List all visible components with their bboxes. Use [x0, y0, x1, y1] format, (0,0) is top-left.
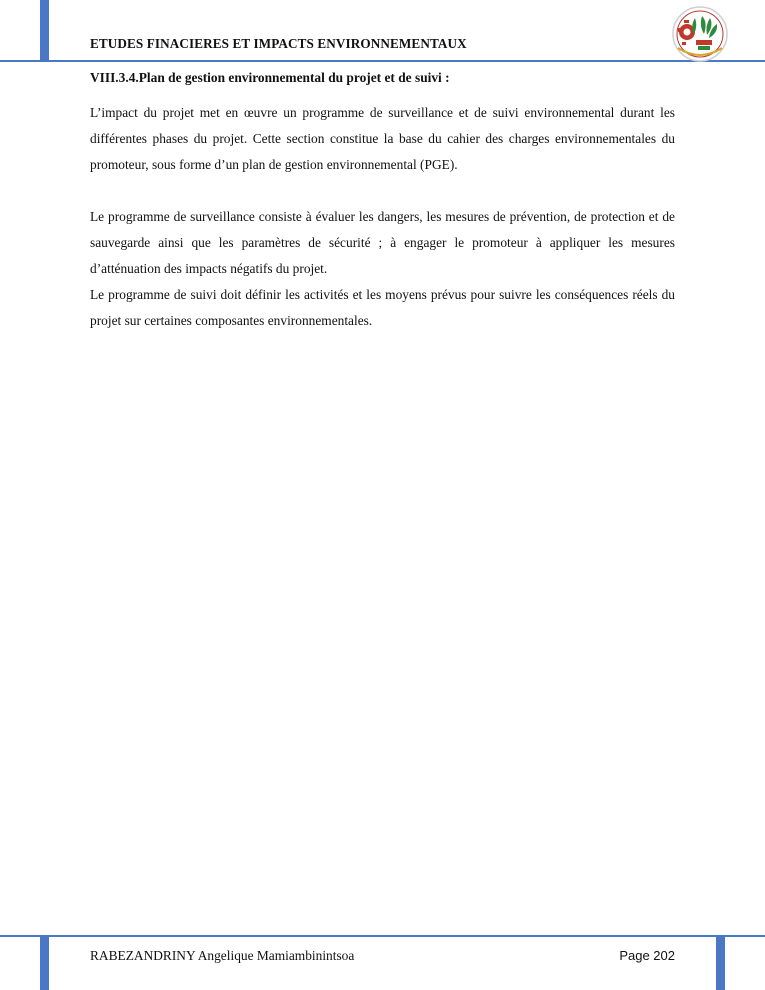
footer-right-bar — [716, 937, 725, 990]
footer-rule — [0, 935, 765, 937]
page-header-title: ETUDES FINACIERES ET IMPACTS ENVIRONNEMENTAUX — [90, 36, 467, 51]
footer-left-bar — [40, 937, 49, 990]
paragraph-suivi: Le programme de suivi doit définir les activités et les moyens prévus pour suivre les conséquences réels du projet sur certaines composantes environnementales. — [90, 287, 675, 328]
paragraph-intro: L’impact du projet met en œuvre un programme de surveillance et de suivi environnemental durant les différentes phases du projet. Cette section constitue la base du cahier des charges environnementales du promoteur, sous forme d’un plan de gestion environnemental (PGE). — [90, 105, 675, 172]
header-left-bar — [40, 0, 49, 62]
page-number: Page 202 — [619, 948, 675, 963]
section-heading: VIII.3.4.Plan de gestion environnemental du projet et de suivi : — [90, 70, 450, 85]
footer-author: RABEZANDRINY Angelique Mamiambinintsoa — [90, 948, 355, 963]
header-rule — [0, 60, 765, 62]
paragraph-surveillance: Le programme de surveillance consiste à évaluer les dangers, les mesures de prévention, de protection et de sauvegarde ainsi que les paramètres de sécurité ; à engager le promoteur à appliquer les mesures d’atténuation des impacts négatifs du projet. — [90, 209, 675, 276]
university-crest-icon — [664, 4, 736, 64]
